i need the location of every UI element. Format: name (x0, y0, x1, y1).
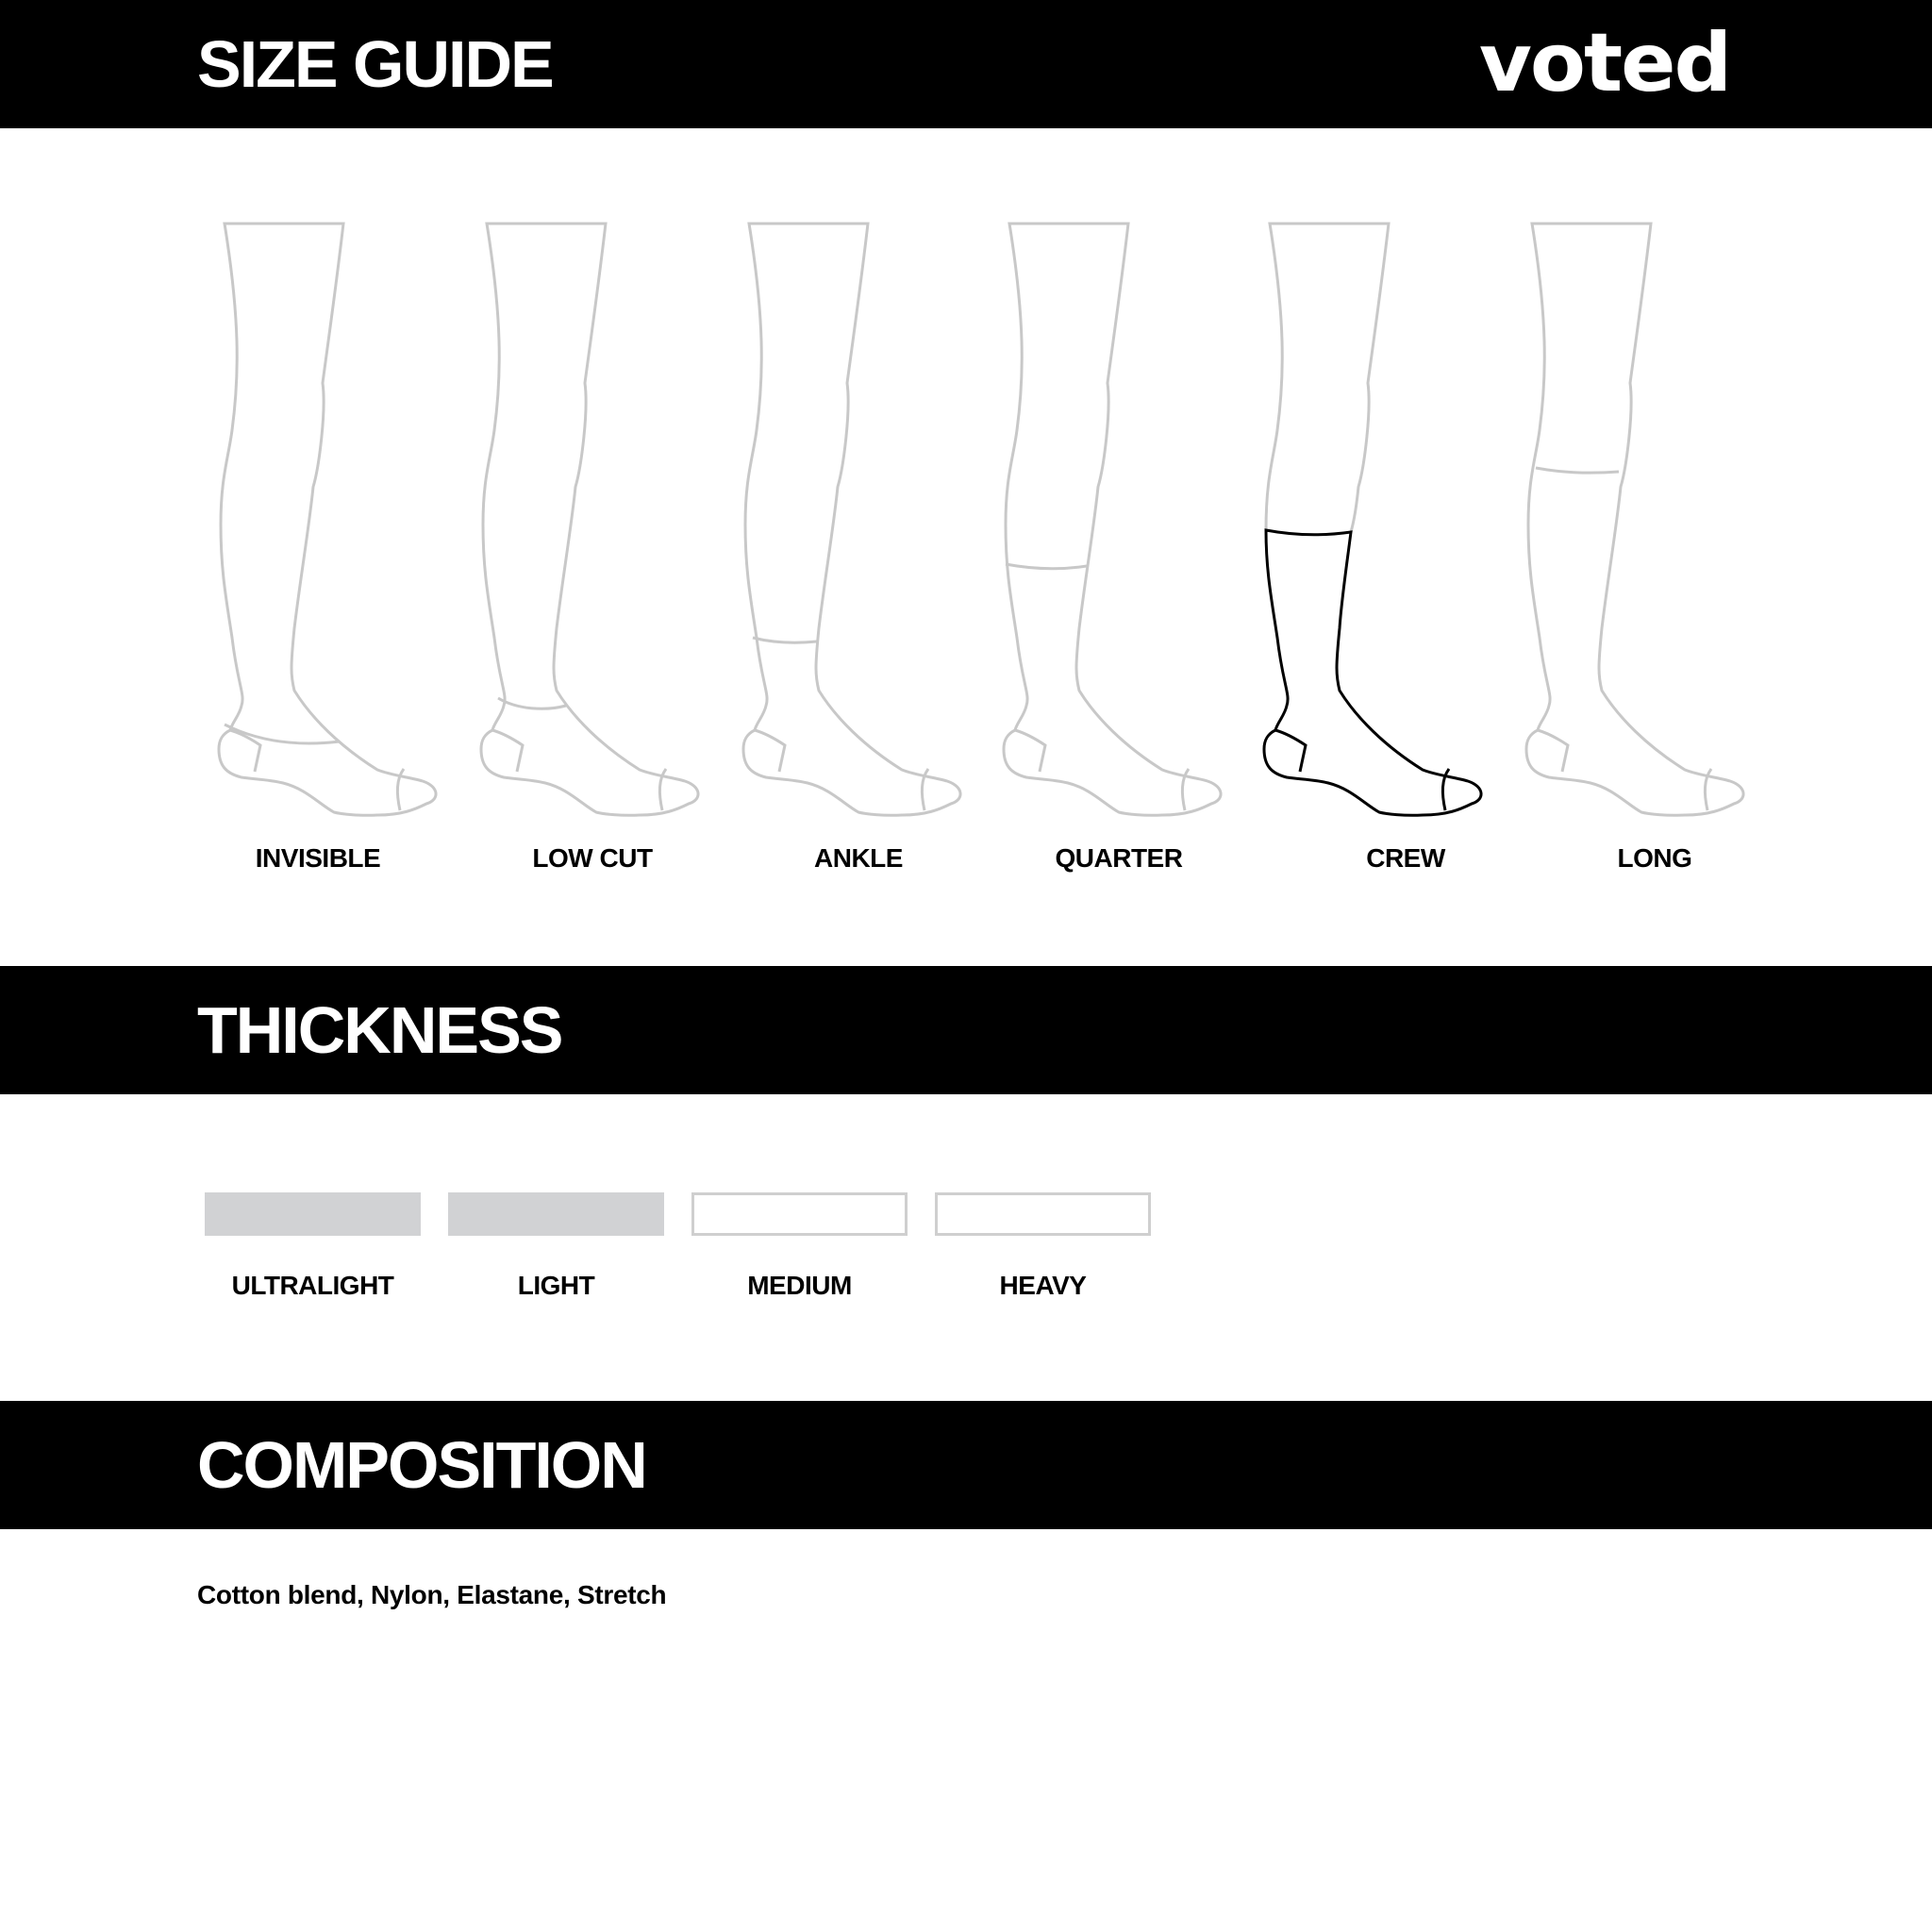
sock-crew (1264, 224, 1481, 815)
sock-label-quarter: QUARTER (1055, 843, 1183, 873)
thickness-label-medium: MEDIUM (747, 1271, 852, 1300)
thickness-box-heavy (935, 1192, 1151, 1236)
thickness-label-heavy: HEAVY (999, 1271, 1087, 1300)
sock-invisible (219, 224, 436, 815)
composition-header (0, 1401, 1932, 1529)
thickness-title: THICKNESS (197, 993, 562, 1067)
sock-label-invisible: INVISIBLE (255, 843, 381, 873)
sock-label-crew: CREW (1366, 843, 1445, 873)
composition-text: Cotton blend, Nylon, Elastane, Stretch (197, 1580, 667, 1609)
thickness-box-medium (691, 1192, 908, 1236)
sock-ankle (743, 224, 960, 815)
sock-label-long: LONG (1617, 843, 1692, 873)
sock-label-low-cut: LOW CUT (532, 843, 653, 873)
thickness-box-light (448, 1192, 664, 1236)
thickness-label-light: LIGHT (517, 1271, 595, 1300)
thickness-box-ultralight (205, 1192, 421, 1236)
sock-height-illustrations (0, 128, 1932, 940)
sock-quarter (1004, 224, 1221, 815)
voted-logo: voted (1478, 16, 1730, 110)
sock-label-ankle: ANKLE (814, 843, 903, 873)
sock-low-cut (481, 224, 698, 815)
size-guide-header (0, 0, 1932, 128)
sock-long (1526, 224, 1743, 815)
size-guide-title: SIZE GUIDE (197, 27, 553, 101)
composition-title: COMPOSITION (197, 1428, 646, 1502)
thickness-header (0, 966, 1932, 1094)
thickness-label-ultralight: ULTRALIGHT (231, 1271, 394, 1300)
